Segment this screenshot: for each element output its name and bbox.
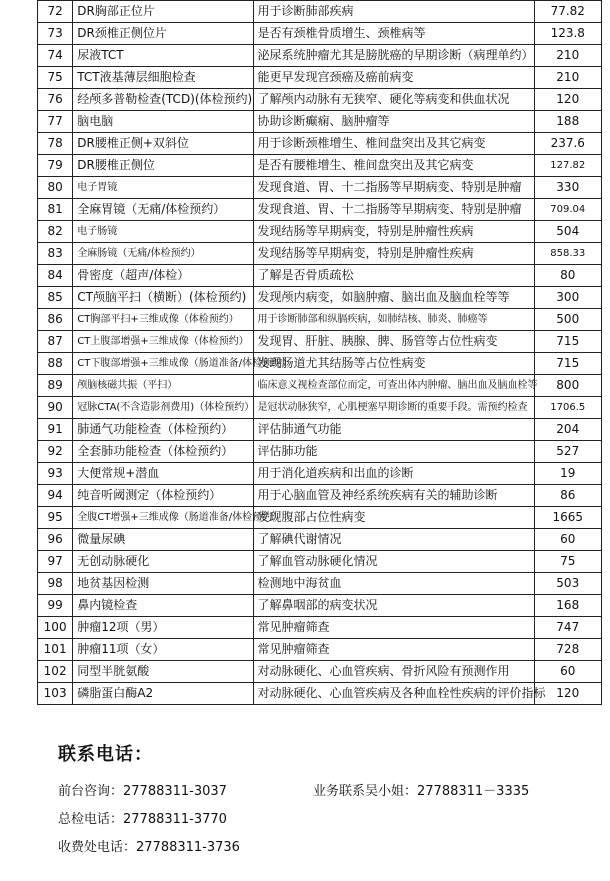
item-description: 常见肿瘤筛查 [253,617,534,639]
table-row [38,331,602,353]
item-name: 全腹CT增强+三维成像（肠道准备/体检预约） [73,507,253,529]
row-number: 101 [38,639,73,661]
item-description: 用于消化道疾病和出血的诊断 [253,463,534,485]
row-number: 86 [38,309,73,331]
item-name: DR腰椎正侧位 [73,155,253,177]
table-row [38,573,602,595]
item-description: 评估肺功能 [253,441,534,463]
row-number: 95 [38,507,73,529]
item-name: 纯音听阈测定（体检预约） [73,485,253,507]
item-name: DR腰椎正侧+双斜位 [73,133,253,155]
item-price: 19 [534,463,602,485]
item-price: 503 [534,573,602,595]
item-price: 75 [534,551,602,573]
row-number: 94 [38,485,73,507]
row-number: 99 [38,595,73,617]
business-phone: 业务联系吴小姐：27788311－3335 [313,784,530,799]
table-row [38,23,602,45]
item-price: 204 [534,419,602,441]
item-description: 协助诊断癫痫、脑肿瘤等 [253,111,534,133]
row-number: 77 [38,111,73,133]
table-row [38,639,602,661]
table-row [38,617,602,639]
row-number: 98 [38,573,73,595]
row-number: 85 [38,287,73,309]
table-row [38,1,602,23]
contact-section [58,740,588,864]
item-description: 检测地中海贫血 [253,573,534,595]
row-number: 80 [38,177,73,199]
item-name: 大便常规+潜血 [73,463,253,485]
front-desk-phone: 前台咨询：27788311-3037 [58,784,227,799]
table-row [38,199,602,221]
row-number: 96 [38,529,73,551]
item-price: 80 [534,265,602,287]
row-number: 88 [38,353,73,375]
row-number: 92 [38,441,73,463]
row-number: 74 [38,45,73,67]
item-description: 泌尿系统肿瘤尤其是膀胱癌的早期诊断（病理单约） [253,45,534,67]
item-name: 全套肺功能检查（体检预约） [73,441,253,463]
table-row [38,45,602,67]
price-table-body [38,1,602,705]
table-row [38,375,602,397]
table-row [38,529,602,551]
price-table [37,0,602,705]
item-name: 冠脉CTA(不含造影剂费用)（体检预约） [73,397,253,419]
contact-row-1 [58,780,588,808]
table-row [38,155,602,177]
item-name: 鼻内镜检查 [73,595,253,617]
contact-heading: 联系电话： [58,744,153,765]
item-description: 了解颅内动脉有无狭窄、硬化等病变和供血状况 [253,89,534,111]
table-row [38,133,602,155]
item-description: 用于诊断颈椎增生、椎间盘突出及其它病变 [253,133,534,155]
item-price: 747 [534,617,602,639]
item-name: DR颈椎正侧位片 [73,23,253,45]
table-row [38,265,602,287]
row-number: 76 [38,89,73,111]
row-number: 82 [38,221,73,243]
cashier-phone: 收费处电话：27788311-3736 [58,840,240,855]
item-description: 了解碘代谢情况 [253,529,534,551]
item-name: 尿液TCT [73,45,253,67]
table-row [38,243,602,265]
item-description: 发现结肠等早期病变，特别是肿瘤性疾病 [253,221,534,243]
table-row [38,111,602,133]
row-number: 73 [38,23,73,45]
item-name: CT上腹部增强+三维成像（体检预约） [73,331,253,353]
table-row [38,507,602,529]
table-row [38,661,602,683]
row-number: 93 [38,463,73,485]
item-description: 了解血管动脉硬化情况 [253,551,534,573]
row-number: 89 [38,375,73,397]
item-description: 常见肿瘤筛查 [253,639,534,661]
item-description: 是否有颈椎骨质增生、颈椎病等 [253,23,534,45]
item-name: 无创动脉硬化 [73,551,253,573]
item-price: 120 [534,89,602,111]
row-number: 83 [38,243,73,265]
item-price: 527 [534,441,602,463]
table-row [38,551,602,573]
table-row [38,485,602,507]
item-description: 发现腹部占位性病变 [253,507,534,529]
item-name: CT颅脑平扫（横断）(体检预约) [73,287,253,309]
row-number: 90 [38,397,73,419]
item-name: 同型半胱氨酸 [73,661,253,683]
item-price: 127.82 [534,155,602,177]
item-price: 237.6 [534,133,602,155]
item-description: 了解是否骨质疏松 [253,265,534,287]
table-row [38,221,602,243]
item-price: 120 [534,683,602,705]
table-row [38,67,602,89]
contact-row-3 [58,836,588,864]
item-price: 1665 [534,507,602,529]
item-name: 肿瘤11项（女） [73,639,253,661]
item-price: 858.33 [534,243,602,265]
item-price: 77.82 [534,1,602,23]
item-description: 发现颅内病变，如脑肿瘤、脑出血及脑血栓等等 [253,287,534,309]
item-description: 发现食道、胃、十二指肠等早期病变、特别是肿瘤 [253,199,534,221]
table-row [38,287,602,309]
item-name: 经颅多普勒检查(TCD)(体检预约) [73,89,253,111]
item-name: 电子胃镜 [73,177,253,199]
item-name: 肿瘤12项（男） [73,617,253,639]
item-price: 168 [534,595,602,617]
row-number: 75 [38,67,73,89]
item-name: 全麻肠镜（无痛/体检预约） [73,243,253,265]
item-description: 了解鼻咽部的病变状况 [253,595,534,617]
exam-phone: 总检电话：27788311-3770 [58,812,227,827]
item-price: 715 [534,331,602,353]
row-number: 102 [38,661,73,683]
item-description: 发现结肠等早期病变，特别是肿瘤性疾病 [253,243,534,265]
row-number: 78 [38,133,73,155]
item-description: 临床意义视检查部位而定，可查出体内肿瘤、脑出血及脑血栓等 [253,375,534,397]
item-price: 300 [534,287,602,309]
row-number: 97 [38,551,73,573]
table-row [38,309,602,331]
item-name: 骨密度（超声/体检） [73,265,253,287]
item-description: 用于诊断肺部和纵膈疾病，如肺结核、肺炎、肺癌等 [253,309,534,331]
item-price: 715 [534,353,602,375]
table-row [38,463,602,485]
table-row [38,89,602,111]
item-price: 60 [534,529,602,551]
item-name: 全麻胃镜（无痛/体检预约） [73,199,253,221]
item-description: 发现肠道尤其结肠等占位性病变 [253,353,534,375]
item-price: 800 [534,375,602,397]
item-description: 能更早发现宫颈癌及癌前病变 [253,67,534,89]
table-row [38,397,602,419]
row-number: 91 [38,419,73,441]
item-name: 电子肠镜 [73,221,253,243]
row-number: 87 [38,331,73,353]
row-number: 103 [38,683,73,705]
item-price: 86 [534,485,602,507]
item-name: CT胸部平扫+三维成像（体检预约） [73,309,253,331]
item-name: 地贫基因检测 [73,573,253,595]
item-price: 210 [534,45,602,67]
table-row [38,419,602,441]
item-name: 磷脂蛋白酶A2 [73,683,253,705]
item-price: 60 [534,661,602,683]
item-description: 用于心脑血管及神经系统疾病有关的辅助诊断 [253,485,534,507]
item-name: TCT液基薄层细胞检查 [73,67,253,89]
table-row [38,353,602,375]
item-price: 188 [534,111,602,133]
item-price: 210 [534,67,602,89]
item-description: 评估肺通气功能 [253,419,534,441]
row-number: 84 [38,265,73,287]
item-name: 颅脑核磁共振（平扫） [73,375,253,397]
item-name: CT下腹部增强+三维成像（肠道准备/体检预约） [73,353,253,375]
item-price: 123.8 [534,23,602,45]
item-price: 500 [534,309,602,331]
row-number: 100 [38,617,73,639]
item-description: 是否有腰椎增生、椎间盘突出及其它病变 [253,155,534,177]
item-name: DR胸部正位片 [73,1,253,23]
row-number: 81 [38,199,73,221]
item-description: 对动脉硬化、心血管疾病及各种血栓性疾病的评价指标 [253,683,534,705]
item-name: 脑电脑 [73,111,253,133]
item-name: 微量尿碘 [73,529,253,551]
item-description: 是冠状动脉狭窄，心肌梗塞早期诊断的重要手段。需预约检查 [253,397,534,419]
table-row [38,441,602,463]
item-description: 发现胃、肝脏、胰腺、脾、肠管等占位性病变 [253,331,534,353]
table-row [38,683,602,705]
row-number: 72 [38,1,73,23]
table-row [38,177,602,199]
item-price: 728 [534,639,602,661]
contact-row-2 [58,808,588,836]
item-price: 709.04 [534,199,602,221]
item-description: 用于诊断肺部疾病 [253,1,534,23]
item-name: 肺通气功能检查（体检预约） [73,419,253,441]
item-price: 1706.5 [534,397,602,419]
table-row [38,595,602,617]
item-price: 504 [534,221,602,243]
item-description: 发现食道、胃、十二指肠等早期病变、特别是肿瘤 [253,177,534,199]
item-price: 330 [534,177,602,199]
row-number: 79 [38,155,73,177]
item-description: 对动脉硬化、心血管疾病、骨折风险有预测作用 [253,661,534,683]
